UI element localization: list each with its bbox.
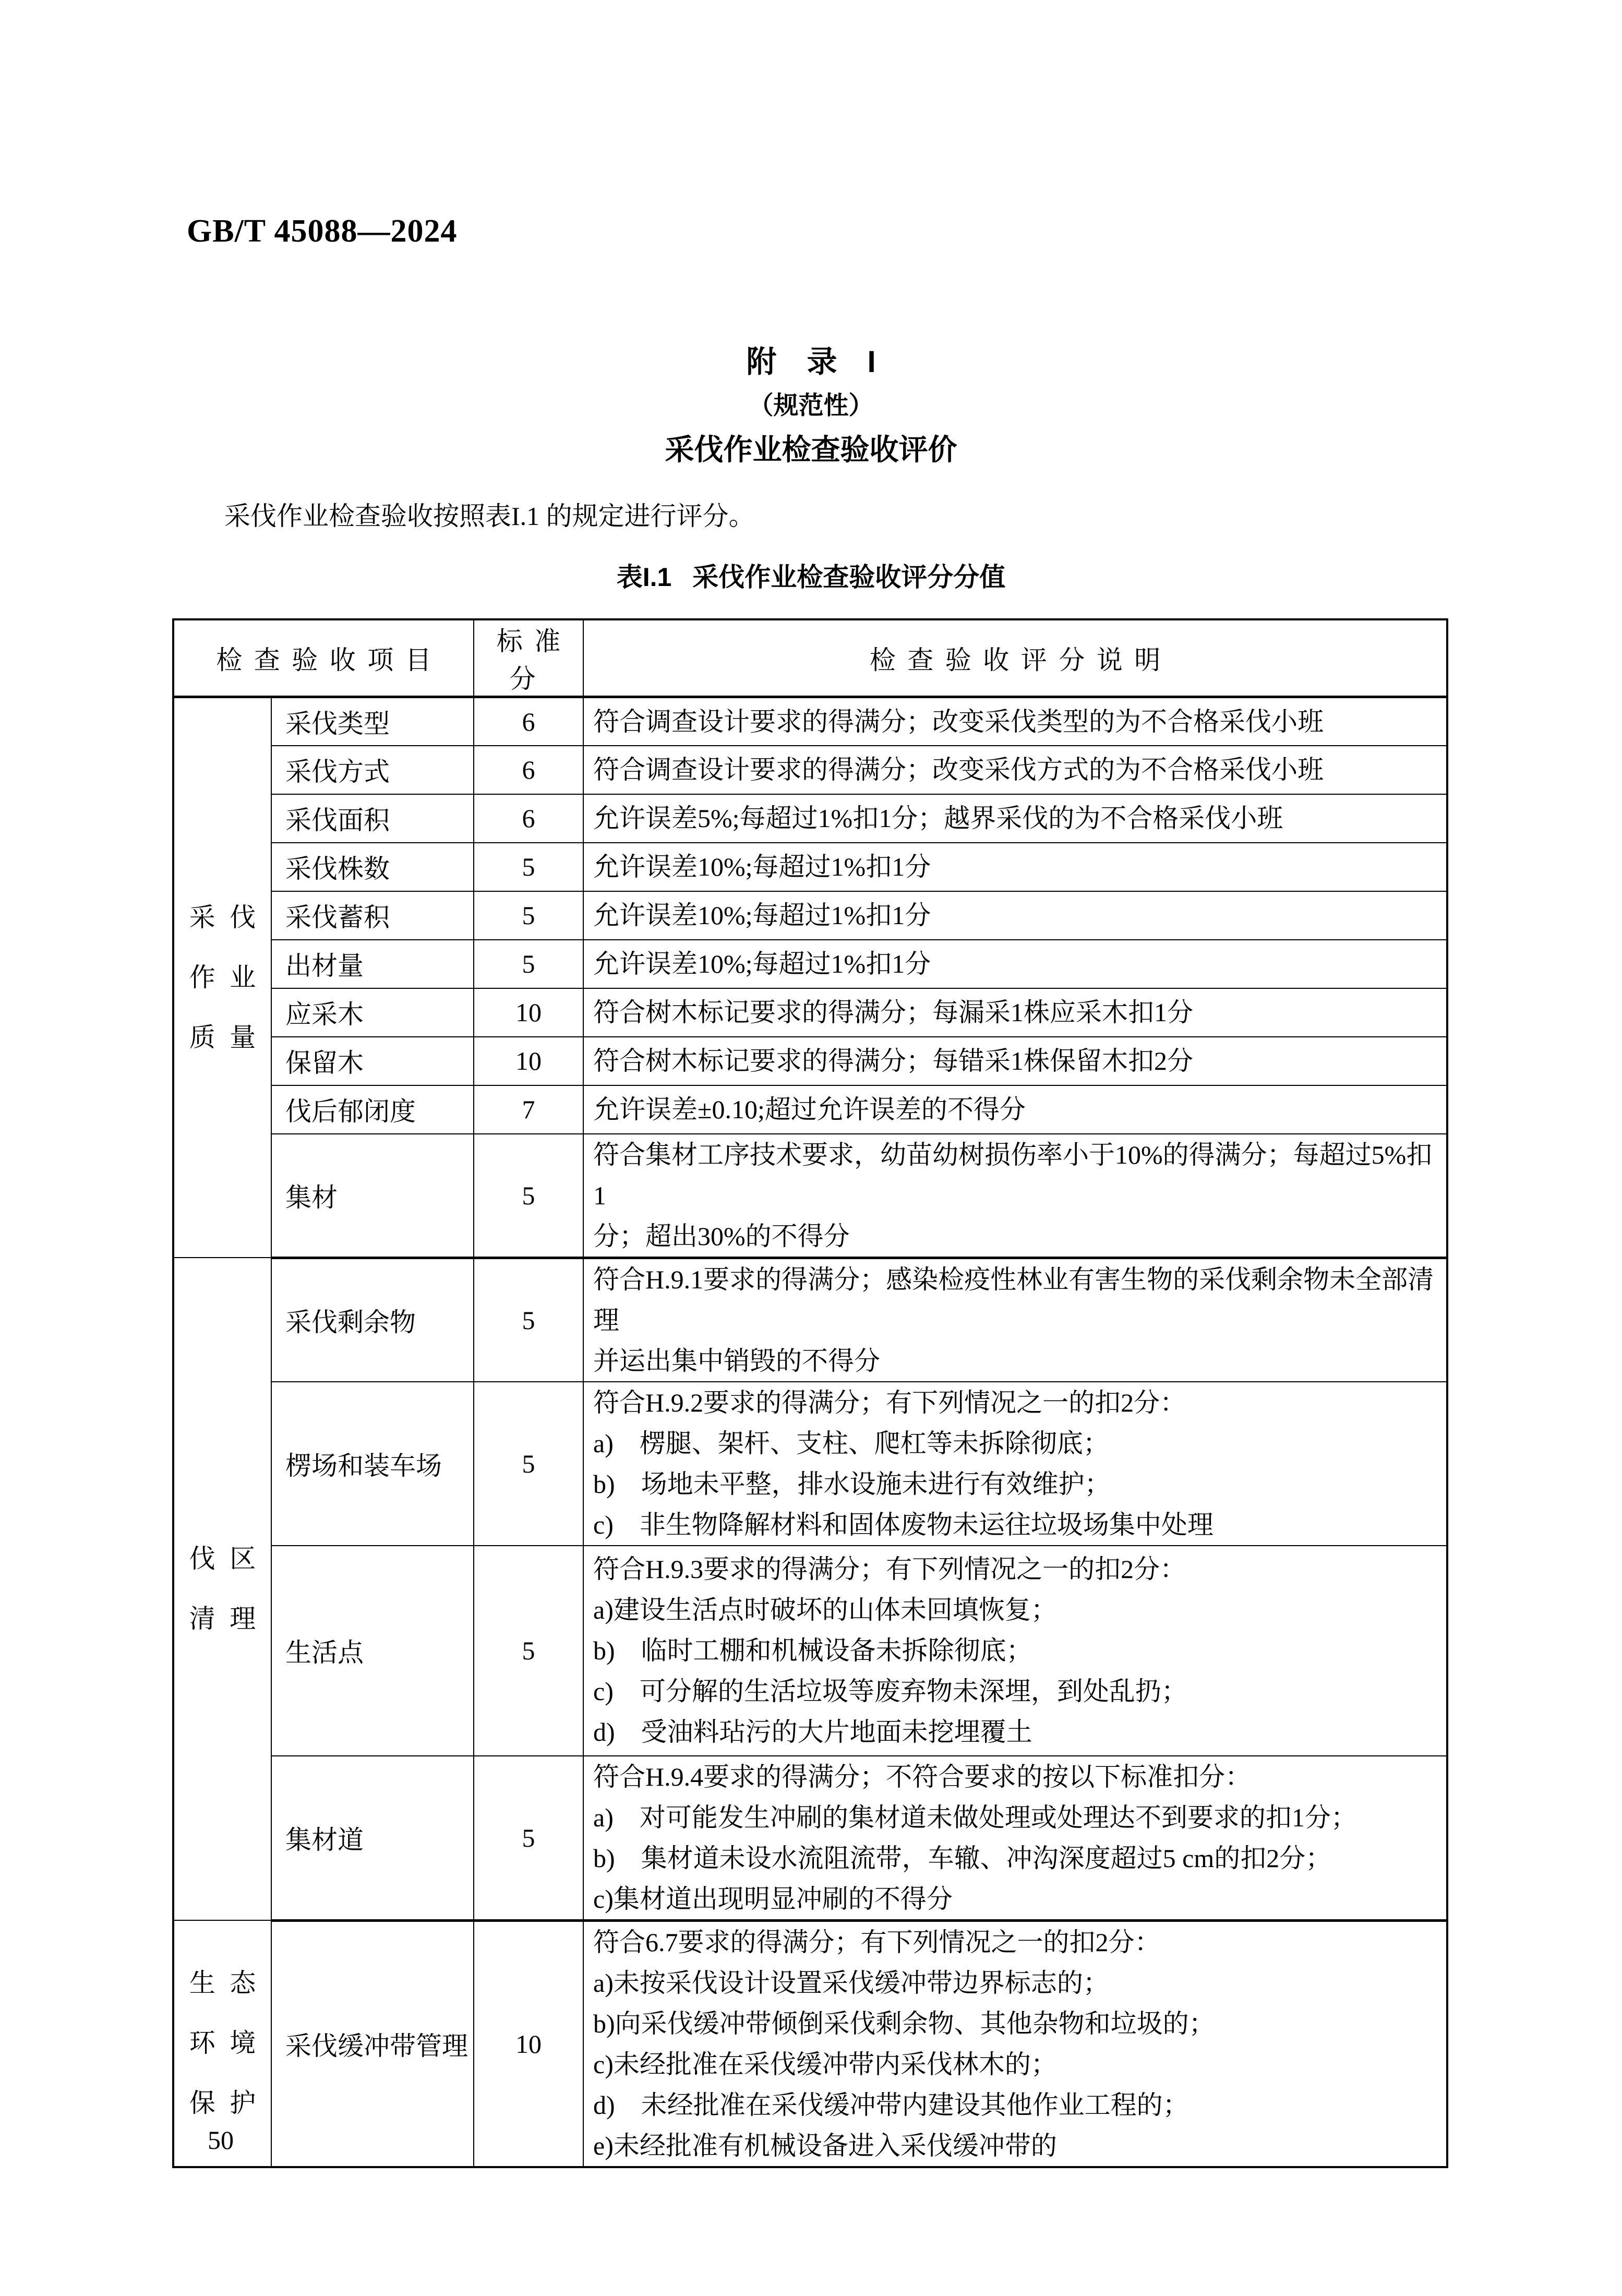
desc-line: c)集材道出现明显冲刷的不得分 — [593, 1884, 953, 1914]
desc-line: 并运出集中销毁的不得分 — [593, 1346, 880, 1376]
desc-line: 符合树木标记要求的得满分；每漏采1株应采木扣1分 — [593, 998, 1193, 1027]
intro-paragraph: 采伐作业检查验收按照表I.1 的规定进行评分。 — [224, 501, 755, 531]
score-cell: 10 — [474, 988, 583, 1037]
item-cell: 出材量 — [271, 940, 474, 988]
header-item: 检查验收项目 — [173, 619, 474, 697]
desc-line: a)建设生活点时破坏的山体未回填恢复； — [593, 1595, 1057, 1624]
table-row — [173, 1920, 1447, 2167]
score-cell: 5 — [474, 1546, 583, 1756]
desc-line: b) 集材道未设水流阻流带，车辙、冲沟深度超过5 cm的扣2分； — [593, 1843, 1332, 1873]
score-cell: 5 — [474, 1258, 583, 1382]
desc-cell — [583, 891, 1447, 940]
table-caption — [0, 556, 1622, 594]
desc-line: 符合H.9.3要求的得满分；有下列情况之一的扣2分： — [593, 1554, 1186, 1584]
desc-line: 符合调查设计要求的得满分；改变采伐类型的为不合格采伐小班 — [593, 707, 1324, 736]
desc-line: e)未经批准有机械设备进入采伐缓冲带的 — [593, 2131, 1057, 2160]
page-number: 50 — [208, 2125, 234, 2155]
desc-line: 符合6.7要求的得满分；有下列情况之一的扣2分： — [593, 1927, 1161, 1957]
desc-cell — [583, 1546, 1447, 1756]
group-line: 保护 — [189, 2088, 270, 2118]
desc-cell — [583, 1258, 1447, 1382]
table-row — [173, 697, 1447, 746]
item-cell: 采伐方式 — [271, 746, 474, 794]
table-row — [173, 746, 1447, 794]
table-row — [173, 1134, 1447, 1258]
score-cell: 5 — [474, 891, 583, 940]
item-cell: 集材 — [271, 1134, 474, 1258]
table-row — [173, 1037, 1447, 1085]
item-cell: 采伐面积 — [271, 794, 474, 843]
item-cell: 采伐株数 — [271, 843, 474, 891]
desc-line: b) 场地未平整，排水设施未进行有效维护； — [593, 1469, 1111, 1499]
desc-cell — [583, 1382, 1447, 1546]
score-cell: 7 — [474, 1085, 583, 1134]
score-cell: 5 — [474, 1756, 583, 1921]
desc-cell — [583, 1037, 1447, 1085]
group-line: 生态 — [189, 1968, 270, 1998]
header-score: 标准分 — [474, 619, 583, 697]
desc-line: c) 可分解的生活垃圾等废弃物未深埋，到处乱扔； — [593, 1677, 1187, 1706]
desc-cell — [583, 1756, 1447, 1921]
table-row — [173, 988, 1447, 1037]
desc-line: d) 未经批准在采伐缓冲带内建设其他作业工程的； — [593, 2090, 1189, 2120]
group-line: 环境 — [189, 2028, 270, 2058]
desc-line: b)向采伐缓冲带倾倒采伐剩余物、其他杂物和垃圾的； — [593, 2008, 1215, 2038]
table-row — [173, 1258, 1447, 1382]
group-line: 质量 — [189, 1023, 270, 1052]
item-cell: 楞场和装车场 — [271, 1382, 474, 1546]
desc-line: 符合调查设计要求的得满分；改变采伐方式的为不合格采伐小班 — [593, 755, 1324, 784]
score-cell: 5 — [474, 1382, 583, 1546]
table-caption-title: 采伐作业检查验收评分分值 — [692, 563, 1006, 592]
table-row — [173, 1756, 1447, 1921]
table-header-row — [173, 619, 1447, 697]
desc-line: a) 楞腿、架杆、支柱、爬杠等未拆除彻底； — [593, 1428, 1109, 1458]
item-cell: 采伐蓄积 — [271, 891, 474, 940]
group-cell-site-cleanup — [173, 1258, 271, 1920]
desc-cell — [583, 843, 1447, 891]
group-cell-harvest-quality — [173, 697, 271, 1258]
item-cell: 应采木 — [271, 988, 474, 1037]
item-cell: 保留木 — [271, 1037, 474, 1085]
standard-code: GB/T 45088—2024 — [187, 213, 458, 249]
desc-line: 允许误差10%;每超过1%扣1分 — [593, 852, 931, 881]
desc-line: 符合H.9.1要求的得满分；感染检疫性林业有害生物的采伐剩余物未全部清理 — [593, 1264, 1434, 1335]
desc-line: 符合树木标记要求的得满分；每错采1株保留木扣2分 — [593, 1046, 1193, 1075]
score-cell: 10 — [474, 1037, 583, 1085]
group-line: 采伐 — [189, 903, 270, 932]
item-cell: 采伐类型 — [271, 697, 474, 746]
desc-line: 允许误差±0.10;超过允许误差的不得分 — [593, 1095, 1026, 1124]
group-line: 清理 — [189, 1604, 270, 1633]
desc-line: 符合H.9.4要求的得满分；不符合要求的按以下标准扣分： — [593, 1762, 1252, 1791]
appendix-subtitle: 采伐作业检查验收评价 — [665, 433, 957, 466]
table-caption-label: 表I.1 — [616, 563, 672, 592]
score-cell: 6 — [474, 697, 583, 746]
item-cell: 采伐剩余物 — [271, 1258, 474, 1382]
scoring-table — [172, 618, 1448, 2168]
score-cell: 6 — [474, 794, 583, 843]
desc-cell — [583, 1920, 1447, 2167]
group-line: 伐区 — [189, 1544, 270, 1573]
desc-line: c) 非生物降解材料和固体废物未运往垃圾场集中处理 — [593, 1510, 1214, 1539]
desc-cell — [583, 940, 1447, 988]
table-row — [173, 1382, 1447, 1546]
desc-cell — [583, 794, 1447, 843]
appendix-heading: 附 录 I — [746, 345, 876, 379]
desc-line: 允许误差5%;每超过1%扣1分；越界采伐的为不合格采伐小班 — [593, 804, 1283, 833]
desc-line: d) 受油料玷污的大片地面未挖埋覆土 — [593, 1717, 1032, 1747]
table-row — [173, 843, 1447, 891]
group-line: 作业 — [189, 963, 270, 992]
table-row — [173, 891, 1447, 940]
desc-line: 分；超出30%的不得分 — [593, 1221, 850, 1251]
item-cell: 采伐缓冲带管理 — [271, 1920, 474, 2167]
score-cell: 10 — [474, 1920, 583, 2167]
table-row — [173, 794, 1447, 843]
desc-cell — [583, 988, 1447, 1037]
desc-line: 符合集材工序技术要求，幼苗幼树损伤率小于10%的得满分；每超过5%扣1 — [593, 1140, 1433, 1210]
desc-line: 允许误差10%;每超过1%扣1分 — [593, 949, 931, 978]
desc-cell — [583, 1134, 1447, 1258]
desc-cell — [583, 1085, 1447, 1134]
desc-line: a) 对可能发生冲刷的集材道未做处理或处理达不到要求的扣1分； — [593, 1802, 1357, 1832]
desc-cell — [583, 746, 1447, 794]
appendix-normative-label: （规范性） — [748, 392, 874, 420]
item-cell: 集材道 — [271, 1756, 474, 1921]
score-cell: 5 — [474, 843, 583, 891]
item-cell: 伐后郁闭度 — [271, 1085, 474, 1134]
item-cell: 生活点 — [271, 1546, 474, 1756]
desc-line: a)未按采伐设计设置采伐缓冲带边界标志的； — [593, 1968, 1109, 1998]
desc-line: c)未经批准在采伐缓冲带内采伐林木的； — [593, 2049, 1057, 2079]
header-description: 检查验收评分说明 — [583, 619, 1447, 697]
table-row — [173, 1085, 1447, 1134]
score-cell: 6 — [474, 746, 583, 794]
desc-line: 允许误差10%;每超过1%扣1分 — [593, 901, 931, 930]
score-cell: 5 — [474, 940, 583, 988]
desc-line: 符合H.9.2要求的得满分；有下列情况之一的扣2分： — [593, 1388, 1186, 1417]
desc-cell — [583, 697, 1447, 746]
score-cell: 5 — [474, 1134, 583, 1258]
table-row — [173, 940, 1447, 988]
desc-line: b) 临时工棚和机械设备未拆除彻底； — [593, 1636, 1032, 1665]
table-row — [173, 1546, 1447, 1756]
